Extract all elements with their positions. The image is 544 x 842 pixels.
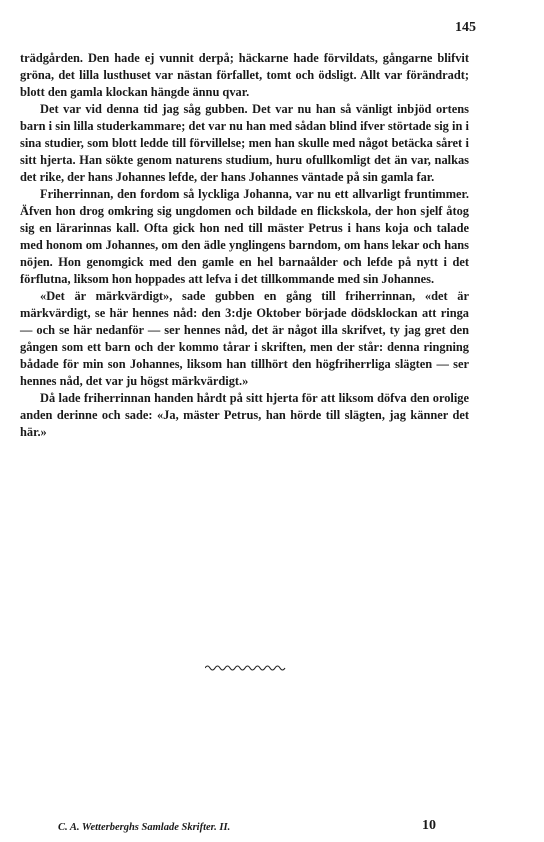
ornamental-divider xyxy=(205,664,287,672)
body-text xyxy=(20,50,469,441)
footer-signature: C. A. Wetterberghs Samlade Skrifter. II. xyxy=(58,822,231,833)
paragraph: Det var vid denna tid jag såg gubben. Det var nu han så vänligt inbjöd ortens barn i sin lilla studerkammare; det var nu han med sådan blind ifver störtade sig in i sina studier, som blott ledde till förvillelse; men han skulle med något betäcka såret i sitt hjerta. Han sökte genom naturens studium, huru ofullkomligt det än var, nalkas det rike, der hans Johannes lefde, der hans Johannes väntade på sin gamla far. xyxy=(20,102,469,184)
page-number: 145 xyxy=(455,20,476,35)
footer-sheet-number: 10 xyxy=(422,818,436,833)
paragraph: «Det är märkvärdigt», sade gubben en gång till friherrinnan, «det är märkvärdigt, se här hennes nåd: den 3:dje Oktober började dödsklockan att ringa — och se här nedanför — ser hennes nåd, det är något illa skrifvet, ty jag gret den gången som ett barn och der kommo tårar i skriften, men der står: denna ringning bådade för min son Johannes, liksom han tillhört den högfriherrliga slägten — ser hennes nåd, det var ju högst märkvärdigt.» xyxy=(20,289,469,388)
paragraph: Då lade friherrinnan handen hårdt på sitt hjerta för att liksom döfva den orolige anden derinne och sade: «Ja, mäster Petrus, han hörde till slägten, jag känner det här.» xyxy=(20,391,469,439)
paragraph: trädgården. Den hade ej vunnit derpå; häckarne hade förvildats, gångarne blifvit gröna, det lilla lusthuset var nästan förfallet, tomt och ödsligt. Allt var förändradt; blott den gamla klockan hängde ännu qvar. xyxy=(20,51,469,99)
paragraph: Friherrinnan, den fordom så lyckliga Johanna, var nu ett allvarligt fruntimmer. Äfven hon drog omkring sig ungdomen och bildade en flickskola, der hon sjelf åtog sig en lärarinnas kall. Ofta gick hon ned till mäster Petrus i hans koja och talade med honom om Johannes, om den ädle ynglingens barndom, om hans lekar och hans nöjen. Hon genomgick med den gamle en hel barnaålder och lefde på nytt i det förflutna, liksom hon hoppades att lefva i det tillkommande med sin Johannes. xyxy=(20,187,469,286)
